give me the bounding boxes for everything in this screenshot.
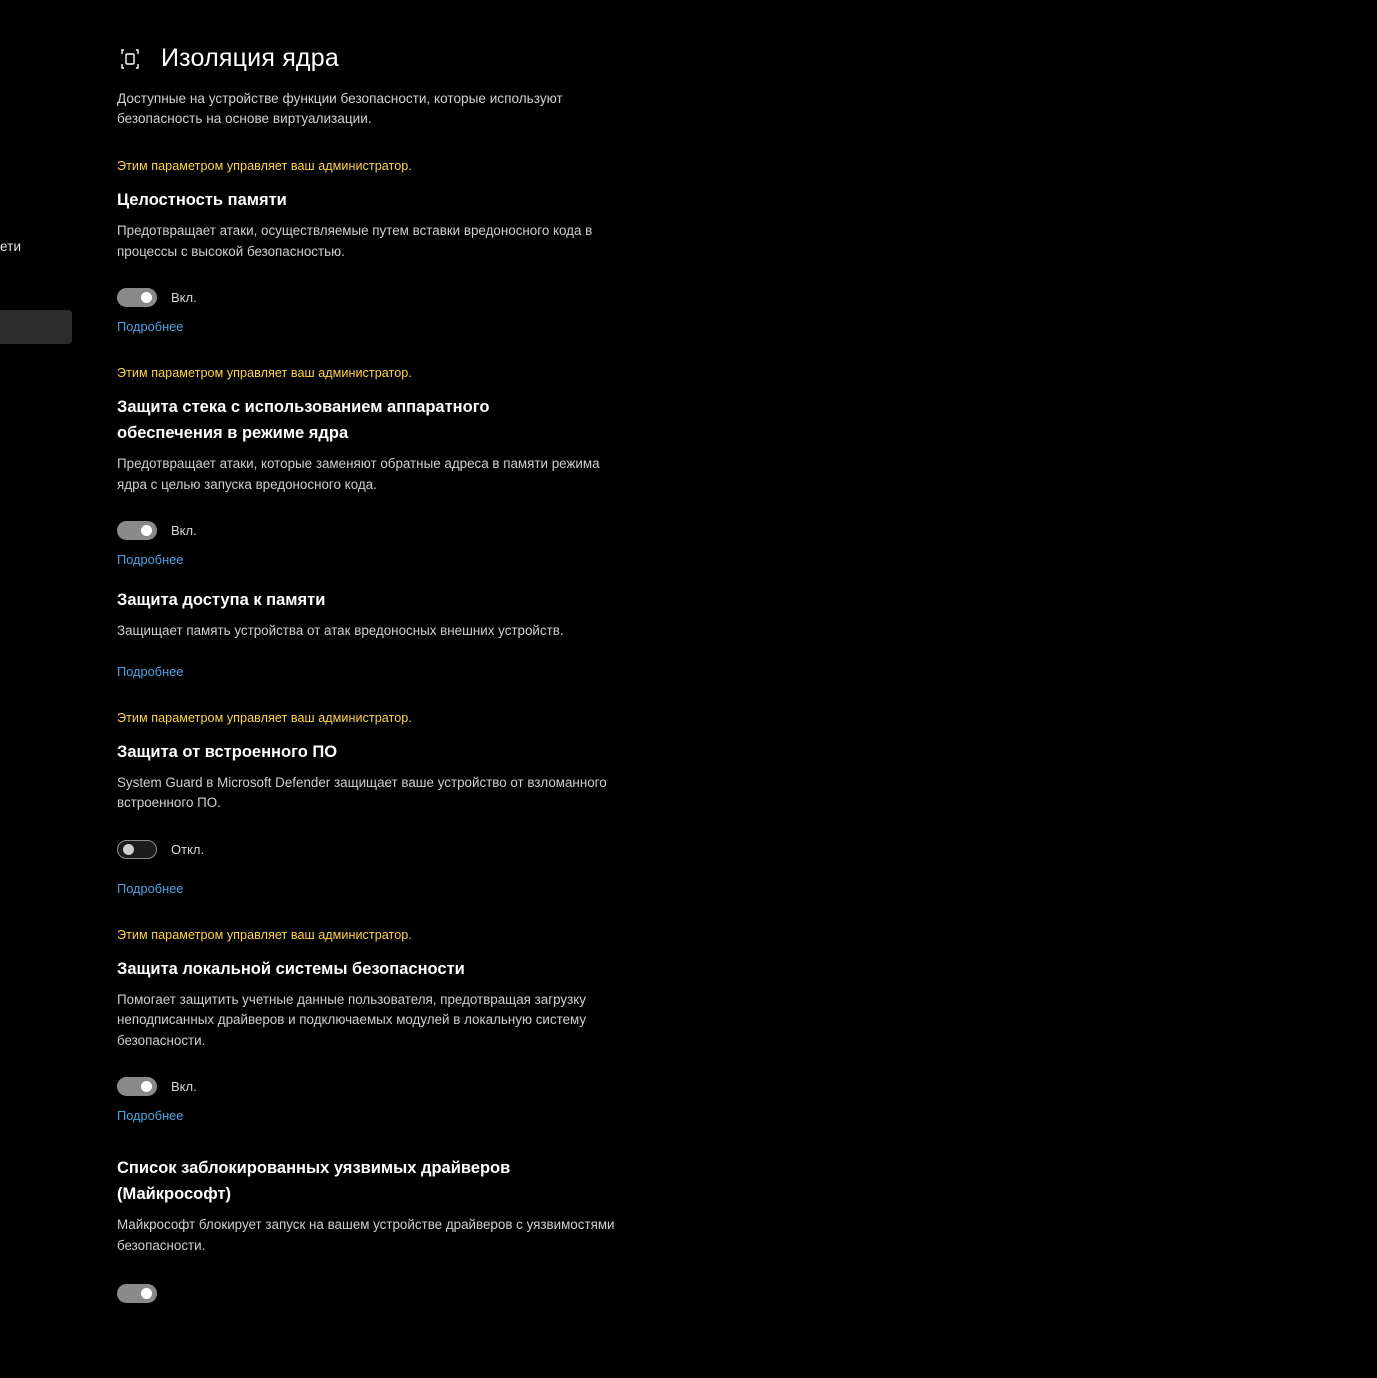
- admin-managed-note: Этим параметром управляет ваш администратор.: [117, 710, 412, 725]
- section-description: Защищает память устройства от атак вредоносных внешних устройств.: [117, 623, 564, 638]
- learn-more-link[interactable]: Подробнее: [117, 663, 184, 679]
- section-title: Защита от встроенного ПО: [117, 742, 338, 761]
- toggle-state-label: Откл.: [171, 841, 205, 857]
- content-area: [117, 0, 757, 1303]
- nav-selected-item[interactable]: [0, 310, 72, 344]
- section-firmware-protection: [117, 711, 757, 898]
- section-title: Целостность памяти: [117, 191, 287, 209]
- section-description: Предотвращает атаки, которые заменяют обратные адреса в памяти режима ядра с целью запуска вредоносного кода.: [117, 456, 600, 492]
- section-description: Помогает защитить учетные данные пользователя, предотвращая загрузку неподписанных драйверов и подключаемых модулей в локальную систему безопасности.: [117, 991, 587, 1048]
- section-memory-access-protection: [117, 587, 757, 681]
- section-description: Предотвращает атаки, осуществляемые путем вставки вредоносного кода в процессы с высокой безопасностью.: [117, 223, 593, 259]
- toggle-row: [117, 1284, 757, 1303]
- toggle-state-label: Вкл.: [171, 290, 197, 305]
- toggle-row: [117, 288, 757, 307]
- page-description: Доступные на устройстве функции безопасности, которые используют безопасность на основе виртуализации.: [117, 91, 563, 126]
- kernel-stack-protection-toggle[interactable]: [117, 521, 157, 540]
- vulnerable-driver-blocklist-toggle[interactable]: [117, 1284, 157, 1303]
- section-title: Список заблокированных уязвимых драйверов (Майкрософт): [117, 1159, 511, 1203]
- core-isolation-icon: [117, 46, 143, 72]
- memory-integrity-toggle[interactable]: [117, 288, 157, 307]
- page-header: [117, 44, 757, 73]
- section-description: Майкрософт блокирует запуск на вашем устройстве драйверов с уязвимостями безопасности.: [117, 1217, 615, 1253]
- learn-more-link[interactable]: Подробнее: [117, 880, 184, 896]
- section-vulnerable-driver-blocklist: [117, 1155, 757, 1303]
- toggle-state-label: Вкл.: [171, 523, 197, 538]
- section-memory-integrity: [117, 159, 757, 336]
- admin-managed-note: Этим параметром управляет ваш администратор.: [117, 159, 412, 173]
- section-title: Защита стека с использованием аппаратного обеспечения в режиме ядра: [117, 398, 490, 442]
- admin-managed-note: Этим параметром управляет ваш администратор.: [117, 366, 412, 380]
- toggle-row: [117, 840, 757, 859]
- toggle-row: [117, 521, 757, 540]
- local-security-authority-toggle[interactable]: [117, 1077, 157, 1096]
- learn-more-link[interactable]: Подробнее: [117, 1108, 184, 1123]
- page-title: Изоляция ядра: [161, 44, 339, 72]
- nav-clipped-item-label: ети: [0, 239, 22, 254]
- toggle-row: [117, 1077, 757, 1096]
- section-title: Защита доступа к памяти: [117, 591, 326, 609]
- admin-managed-note: Этим параметром управляет ваш администратор.: [117, 927, 412, 942]
- learn-more-link[interactable]: Подробнее: [117, 319, 184, 334]
- toggle-state-label: Вкл.: [171, 1079, 197, 1094]
- section-local-security-authority: [117, 928, 757, 1126]
- section-description: System Guard в Microsoft Defender защищает ваше устройство от взломанного встроенного ПО.: [117, 774, 607, 810]
- firmware-protection-toggle[interactable]: [117, 840, 157, 859]
- learn-more-link[interactable]: Подробнее: [117, 552, 184, 567]
- section-kernel-stack-protection: [117, 366, 757, 569]
- section-title: Защита локальной системы безопасности: [117, 959, 465, 978]
